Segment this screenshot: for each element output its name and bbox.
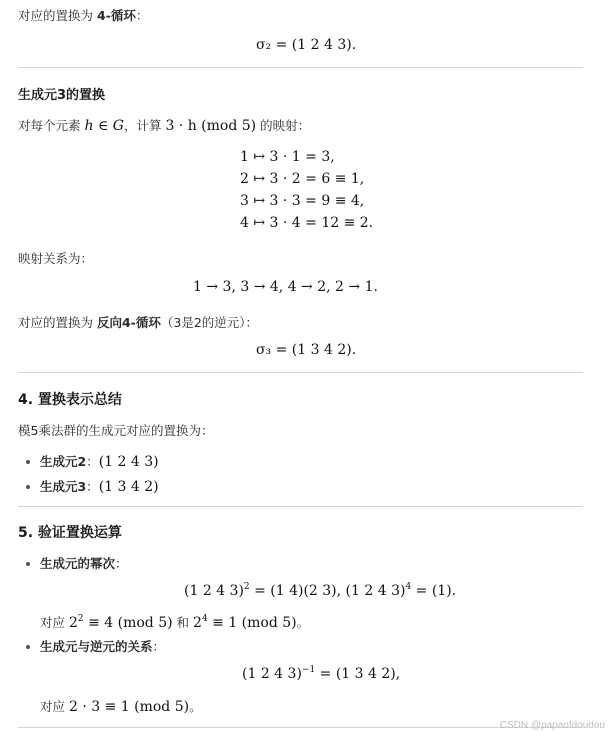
powers-note: 对应 $2^2 \equiv 4$ (mod 5) 和 $2^4 \equiv 1$ (mod 5)。 [40,614,310,631]
mapping-line: 4 ↦ 3 · 4 = 12 ≡ 2. [240,215,374,231]
sigma2-formula: σ₂ = (1 2 4 3). [256,37,357,53]
mapping-line: 2 ↦ 3 · 2 = 6 ≡ 1, [240,171,365,187]
list-item: 生成元2：(1 2 4 3) [40,454,159,470]
divider [18,372,583,373]
mod-expression: 3 · h (mod 5) [165,118,257,134]
watermark: CSDN @papaofdoudou [499,720,605,731]
divider [18,506,583,507]
mapping-arrows: 1 → 3, 3 → 4, 4 → 2, 2 → 1. [193,279,378,295]
reverse-cycle-term: 反向4-循环 [96,315,161,330]
bullet-icon [26,562,30,566]
section5-heading: 5. 验证置换运算 [18,525,122,541]
divider [18,67,583,68]
divider [18,727,583,728]
mapping-equations [240,146,373,234]
gen3-description: 对每个元素 h ∈ G，计算 3 · h (mod 5) 的映射： [18,118,311,134]
four-cycle-term: 4-循环 [96,8,136,23]
mapping-line: 1 ↦ 3 · 1 = 3, [240,149,335,165]
h-in-g: h ∈ G [84,118,124,134]
bullet-icon [26,645,30,649]
gen3-heading: 生成元3的置换 [18,88,106,103]
section4-heading: 4. 置换表示总结 [18,392,122,408]
sigma3-intro: 对应的置换为 反向4-循环（3是2的逆元）： [18,315,259,330]
mapping-label: 映射关系为： [18,251,94,266]
inverse-formula: (1 2 4 3)$^{-1}$ = (1 3 4 2), [242,665,401,682]
powers-label: 生成元的幂次： [40,556,128,571]
section4-intro: 模5乘法群的生成元对应的置换为： [18,423,214,438]
powers-formula: (1 2 4 3)$^2$ = (1 4)(2 3), (1 2 4 3)$^4$ = (1). [184,582,457,599]
sigma3-formula: σ₃ = (1 3 4 2). [256,342,357,358]
bullet-icon [26,485,30,489]
inverse-note: 对应 2 · 3 ≡ 1 (mod 5)。 [40,699,202,715]
inverse-label: 生成元与逆元的关系： [40,639,166,654]
bullet-icon [26,460,30,464]
list-item: 生成元3：(1 3 4 2) [40,479,159,495]
sigma2-intro: 对应的置换为 4-循环： [18,8,149,23]
mapping-line: 3 ↦ 3 · 3 = 9 ≡ 4, [240,193,365,209]
